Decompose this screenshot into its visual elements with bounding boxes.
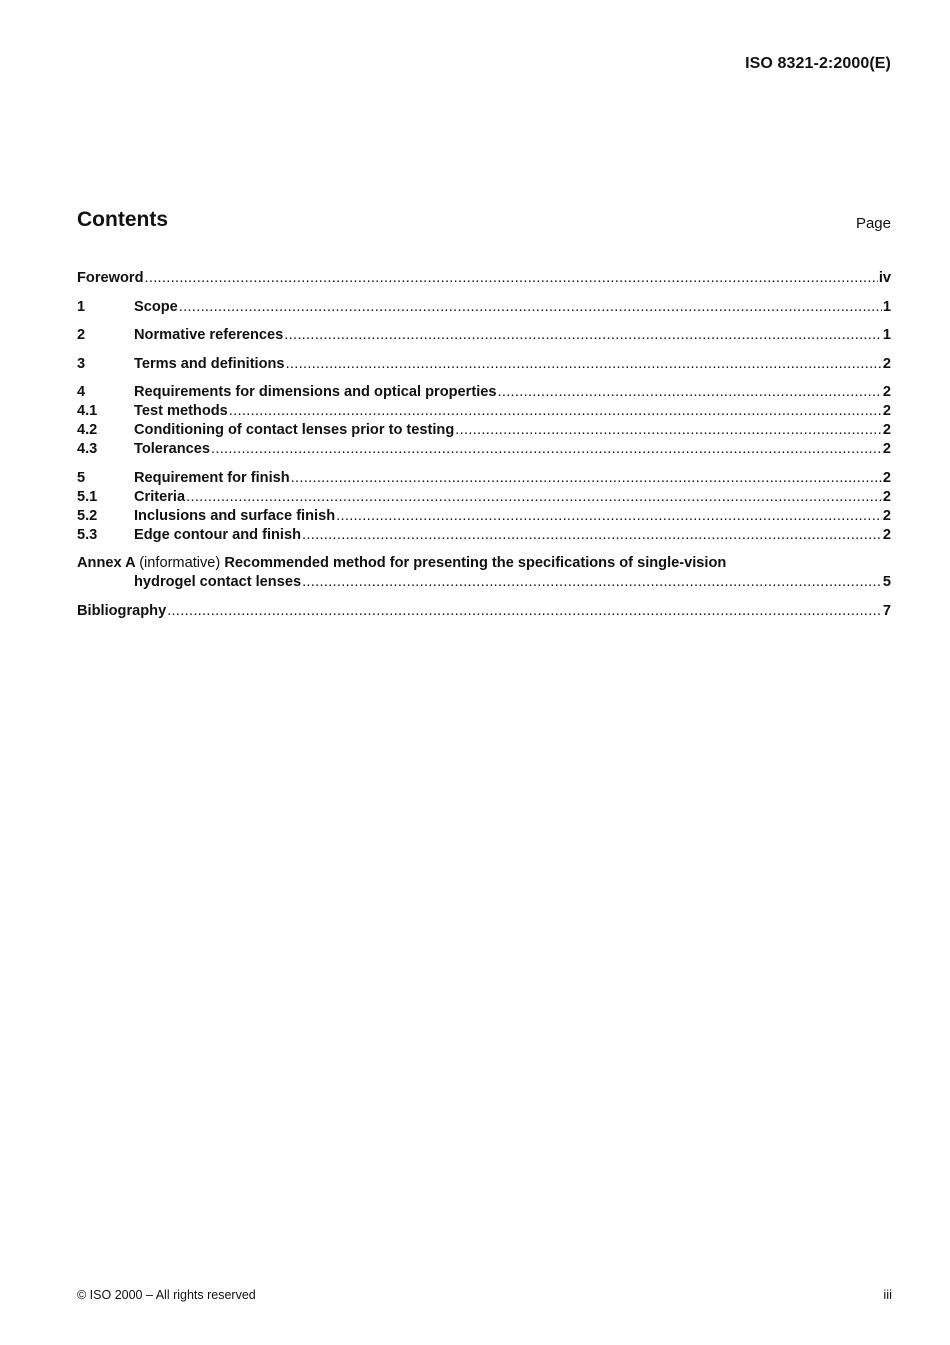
toc-entry-page: 7 <box>882 602 891 619</box>
annex-title-line1: Recommended method for presenting the specifications of single-vision <box>224 555 727 571</box>
toc-entry-page: 1 <box>882 298 891 315</box>
dot-leader <box>284 326 882 345</box>
copyright-notice: © ISO 2000 – All rights reserved <box>77 1288 256 1302</box>
toc-entry-number: 4 <box>77 384 86 400</box>
toc-entry-number: 5.2 <box>77 507 98 524</box>
toc-entry-conditioning[interactable] <box>77 421 891 440</box>
toc-entry-title: Edge contour and finish <box>134 526 302 543</box>
toc-entry-title: Bibliography <box>77 602 167 619</box>
toc-entry-edge-contour[interactable] <box>77 526 891 545</box>
toc-entry-normative-references[interactable] <box>77 326 891 345</box>
dot-leader <box>455 421 882 440</box>
toc-entry-bibliography[interactable] <box>77 602 891 621</box>
toc-entry-requirements-dimensions[interactable] <box>77 383 891 402</box>
toc-entry-title: Test methods <box>134 403 228 419</box>
toc-entry-title: Criteria <box>134 488 186 505</box>
toc-entry-title: Scope <box>134 298 178 315</box>
dot-leader <box>229 402 882 421</box>
toc-entry-page: 2 <box>882 422 891 438</box>
toc-entry-page: 2 <box>882 488 891 505</box>
toc-entry-number: 4.1 <box>77 403 98 419</box>
toc-entry-annex-a[interactable] <box>77 554 891 573</box>
toc-entry-title: Foreword <box>77 270 144 286</box>
contents-heading: Contents <box>77 208 168 231</box>
toc-entry-requirement-for-finish[interactable] <box>77 469 891 488</box>
toc-entry-page: 2 <box>882 355 891 372</box>
toc-entry-page: 2 <box>882 403 891 419</box>
toc-entry-tolerances[interactable] <box>77 440 891 459</box>
toc-entry-inclusions[interactable] <box>77 507 891 526</box>
toc-entry-title: Conditioning of contact lenses prior to testing <box>134 422 455 438</box>
table-of-contents <box>77 269 891 621</box>
annex-title-line2: hydrogel contact lenses <box>134 574 302 590</box>
toc-entry-page: iv <box>878 270 891 286</box>
annex-label: Annex A <box>77 555 136 571</box>
toc-entry-number: 5.1 <box>77 488 98 505</box>
page-number: iii <box>883 1287 892 1302</box>
toc-entry-criteria[interactable] <box>77 488 891 507</box>
annex-informative-tag: (informative) <box>139 555 221 571</box>
toc-entry-scope[interactable] <box>77 298 891 317</box>
dot-leader <box>179 298 882 317</box>
dot-leader <box>336 507 882 526</box>
page-column-label: Page <box>855 215 891 232</box>
toc-entry-page: 2 <box>882 507 891 524</box>
toc-entry-title: Inclusions and surface finish <box>134 507 336 524</box>
dot-leader <box>497 383 881 402</box>
toc-entry-title: Requirements for dimensions and optical properties <box>134 384 497 400</box>
dot-leader <box>186 488 882 507</box>
dot-leader <box>211 440 882 459</box>
toc-entry-title: Normative references <box>134 327 284 343</box>
toc-entry-title: Terms and definitions <box>134 355 285 372</box>
toc-entry-number: 5.3 <box>77 526 98 543</box>
dot-leader <box>302 573 882 592</box>
toc-entry-page: 2 <box>882 384 891 400</box>
toc-entry-number: 4.3 <box>77 441 98 457</box>
dot-leader <box>167 602 882 621</box>
toc-entry-page: 2 <box>882 469 891 486</box>
toc-entry-foreword[interactable] <box>77 269 891 288</box>
toc-entry-number: 1 <box>77 298 86 315</box>
document-identifier: ISO 8321-2:2000(E) <box>745 55 891 72</box>
dot-leader <box>291 469 882 488</box>
dot-leader <box>286 355 882 374</box>
toc-entry-title: Tolerances <box>134 441 210 457</box>
toc-entry-page: 2 <box>882 441 891 457</box>
toc-entry-number: 4.2 <box>77 422 98 438</box>
toc-entry-number: 2 <box>77 327 86 343</box>
toc-entry-annex-a-continued[interactable] <box>77 573 891 592</box>
dot-leader <box>302 526 882 545</box>
toc-entry-page: 5 <box>882 574 891 590</box>
toc-entry-test-methods[interactable] <box>77 402 891 421</box>
dot-leader <box>144 269 877 288</box>
toc-entry-page: 1 <box>882 327 891 343</box>
toc-entry-page: 2 <box>882 526 891 543</box>
toc-entry-terms-and-definitions[interactable] <box>77 355 891 374</box>
toc-entry-number: 5 <box>77 469 86 486</box>
toc-entry-title: Requirement for finish <box>134 469 290 486</box>
toc-entry-number: 3 <box>77 355 86 372</box>
